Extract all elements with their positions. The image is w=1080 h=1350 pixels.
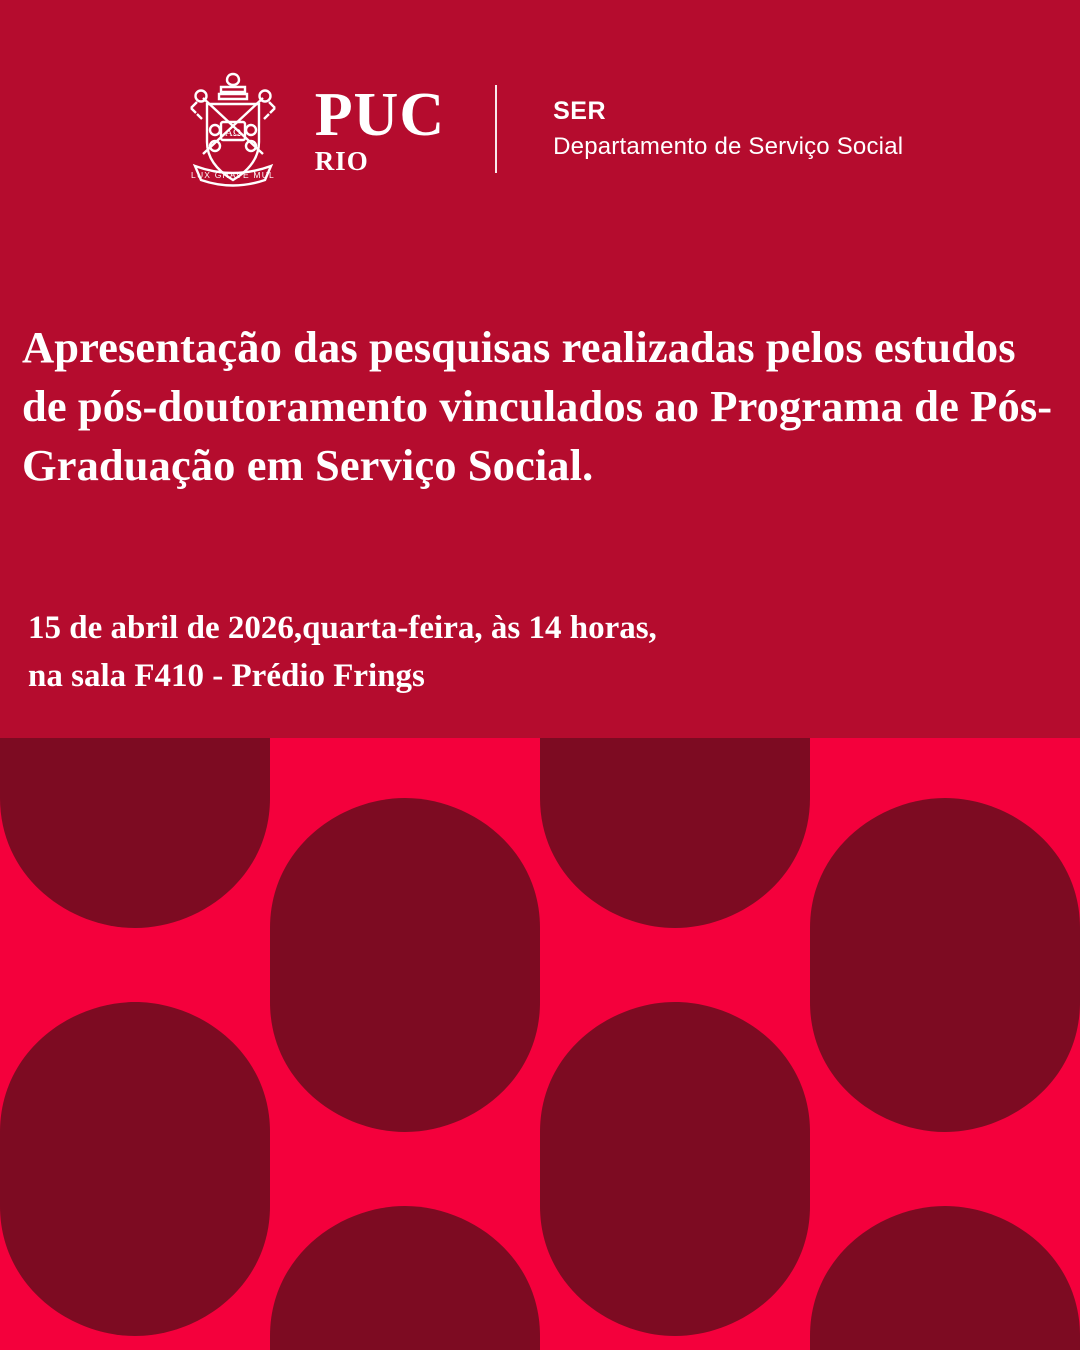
institution-campus: RIO xyxy=(314,145,369,176)
svg-text:LUX GRAVE MUL: LUX GRAVE MUL xyxy=(190,170,275,180)
decorative-wave-pattern xyxy=(0,738,1080,1350)
main-content xyxy=(0,318,1080,701)
department-name: Departamento de Serviço Social xyxy=(553,133,904,160)
header-logo-bar xyxy=(0,68,1080,190)
department-block xyxy=(553,97,903,161)
puc-wordmark xyxy=(314,80,446,176)
page-title: Apresentação das pesquisas realizadas pelos estudos de pós-doutoramento vinculados ao Programa de Pós-Graduação em Serviço Social. xyxy=(22,322,1053,491)
institution-name: PUC xyxy=(314,80,446,149)
event-date: 15 de abril de 2026,quarta-feira, às 14 horas, xyxy=(28,609,657,646)
svg-text:AΩ: AΩ xyxy=(224,127,241,139)
logo-group xyxy=(177,68,904,190)
logo-divider xyxy=(495,85,497,173)
department-acronym: SER xyxy=(553,97,607,125)
event-location: na sala F410 - Prédio Frings xyxy=(28,658,425,695)
event-details xyxy=(22,604,1058,701)
puc-rio-crest-icon xyxy=(177,68,289,190)
